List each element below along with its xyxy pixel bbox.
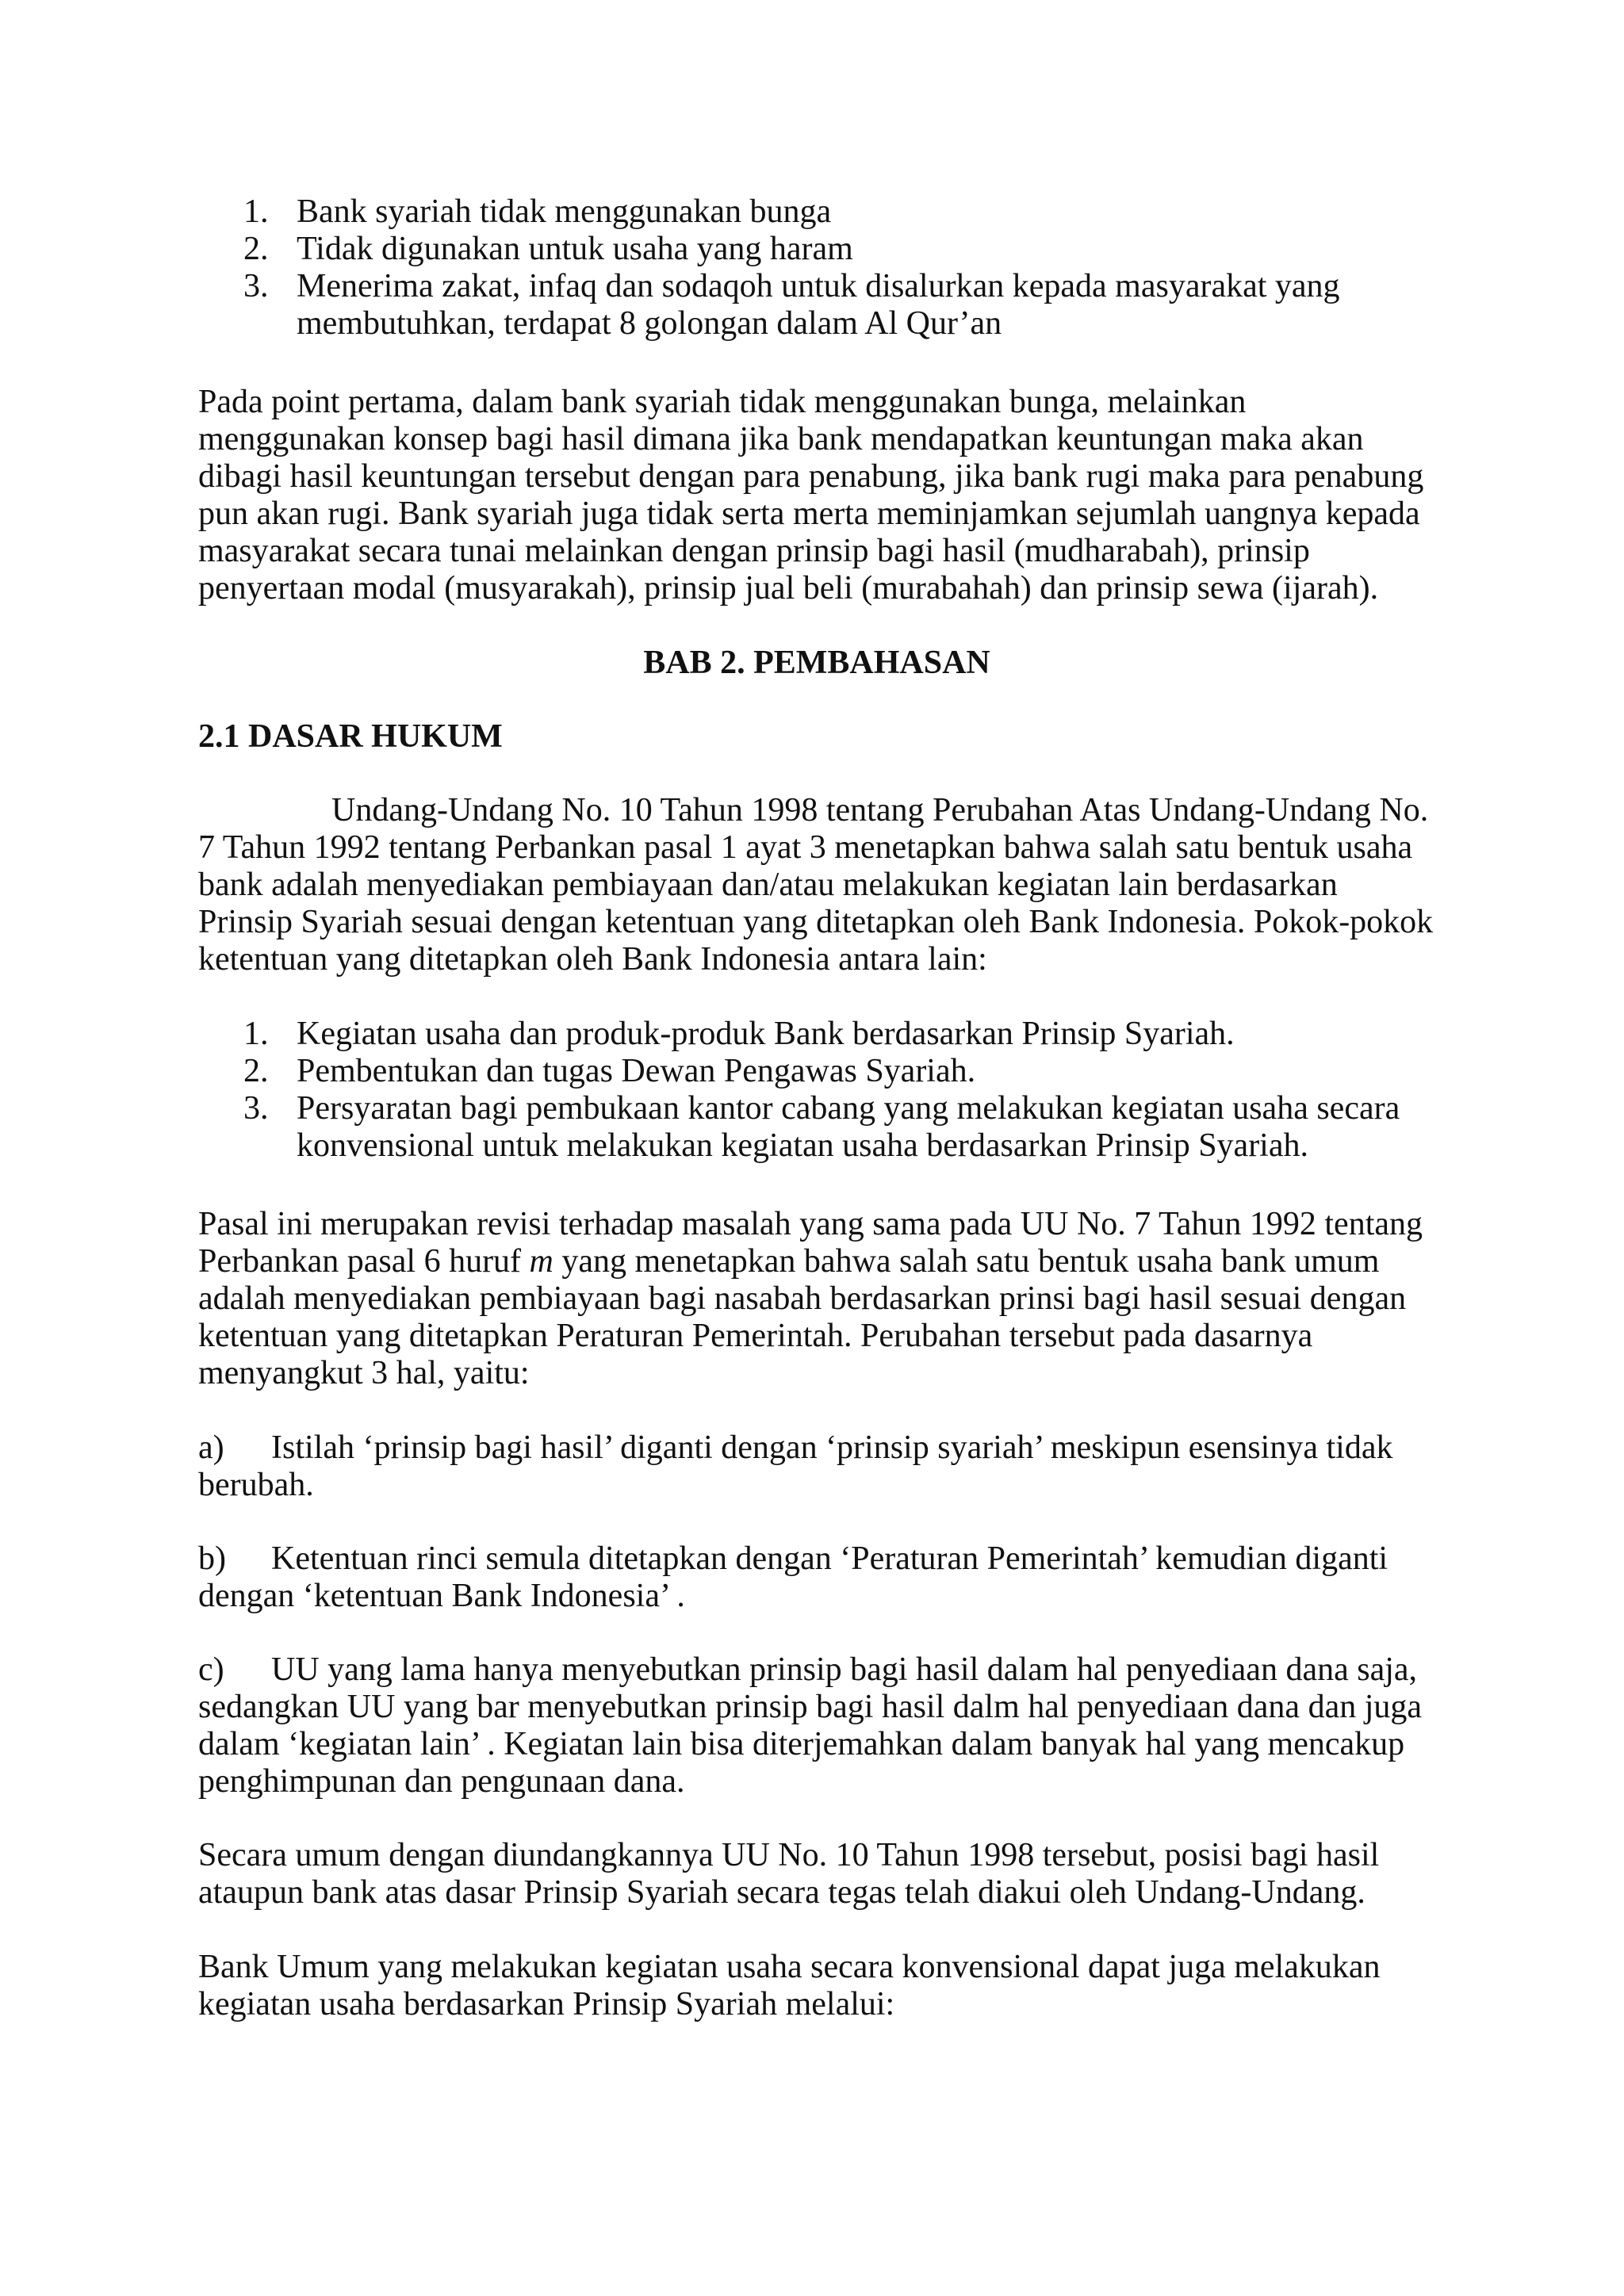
list-number: 3.: [243, 268, 269, 304]
paragraph-revisi-text: Pasal ini merupakan revisi terhadap masalah yang sama pada UU No. 7 Tahun 1992 tentang Perbankan pasal 6 huruf: [198, 1206, 1423, 1280]
paragraph-dasar-hukum: Undang-Undang No. 10 Tahun 1998 tentang Perubahan Atas Undang-Undang No. 7 Tahun 1992 tentang Perbankan pasal 1 ayat 3 menetapkan bahwa salah satu bentuk usaha bank adalah menyediakan pembiayaan dan/atau melakukan kegiatan lain berdasarkan Prinsip Syariah sesuai dengan ketentuan yang ditetapkan oleh Bank Indonesia. Pokok-pokok ketentuan yang ditetapkan oleh Bank Indonesia antara lain:: [198, 792, 1434, 978]
change-text: Istilah ‘prinsip bagi hasil’ diganti dengan ‘prinsip syariah’ meskipun esensinya tidak berubah.: [198, 1429, 1393, 1503]
list-item: [198, 231, 1435, 268]
list-item: [198, 268, 1435, 342]
list-item: [198, 1016, 1435, 1053]
list-number: 2.: [243, 231, 269, 267]
intro-list: [198, 193, 1435, 342]
section-title: 2.1 DASAR HUKUM: [198, 718, 503, 755]
paragraph-revisi-text: yang menetapkan bahwa salah satu bentuk usaha bank umum adalah menyediakan pembiayaan bagi nasabah berdasarkan prinsi bagi hasil sesuai dengan ketentuan yang ditetapkan Peraturan Pemerintah. Perubahan tersebut pada dasarnya menyangkut 3 hal, yaitu:: [198, 1243, 1407, 1391]
paragraph-bank-umum: Bank Umum yang melakukan kegiatan usaha secara konvensional dapat juga melakukan kegiatan usaha berdasarkan Prinsip Syariah melalui:: [198, 1949, 1381, 2022]
change-item-a: [198, 1429, 1435, 1504]
list-number: 1.: [243, 1016, 269, 1052]
list-number: 3.: [243, 1090, 269, 1127]
list-text: Pembentukan dan tugas Dewan Pengawas Syariah.: [297, 1053, 976, 1089]
change-item-b: [198, 1540, 1435, 1615]
list-text: Bank syariah tidak menggunakan bunga: [297, 193, 832, 230]
paragraph-bagi-hasil: Pada point pertama, dalam bank syariah tidak menggunakan bunga, melainkan menggunakan konsep bagi hasil dimana jika bank mendapatkan keuntungan maka akan dibagi hasil keuntungan tersebut dengan para penabung, jika bank rugi maka para penabung pun akan rugi. Bank syariah juga tidak serta merta meminjamkan sejumlah uangnya kepada masyarakat secara tunai melainkan dengan prinsip bagi hasil (mudharabah), prinsip penyertaan modal (musyarakah), prinsip jual beli (murabahah) dan prinsip sewa (ijarah).: [198, 384, 1424, 607]
list-text: Menerima zakat, infaq dan sodaqoh untuk disalurkan kepada masyarakat yang membutuhkan, terdapat 8 golongan dalam Al Qur’an: [297, 268, 1340, 342]
chapter-title: BAB 2. PEMBAHASAN: [643, 645, 990, 681]
document-page: [198, 193, 1435, 2061]
bank-indonesia-list: [198, 1016, 1435, 1165]
list-item: [198, 1090, 1435, 1165]
list-item: [198, 193, 1435, 231]
list-number: 1.: [243, 193, 269, 230]
paragraph-kesimpulan: Secara umum dengan diundangkannya UU No. 10 Tahun 1998 tersebut, posisi bagi hasil ataupun bank atas dasar Prinsip Syariah secara tegas telah diakui oleh Undang-Undang.: [198, 1837, 1380, 1911]
change-text: Ketentuan rinci semula ditetapkan dengan ‘Peraturan Pemerintah’ kemudian diganti dengan ‘ketentuan Bank Indonesia’ .: [198, 1540, 1388, 1614]
change-marker: b): [198, 1540, 226, 1577]
list-text: Kegiatan usaha dan produk-produk Bank berdasarkan Prinsip Syariah.: [297, 1016, 1235, 1052]
list-text: Tidak digunakan untuk usaha yang haram: [297, 231, 853, 267]
change-item-c: [198, 1651, 1435, 1800]
list-number: 2.: [243, 1053, 269, 1089]
italic-letter: m: [529, 1243, 553, 1280]
change-marker: a): [198, 1429, 224, 1466]
change-marker: c): [198, 1651, 224, 1688]
paragraph-revisi: [198, 1206, 1435, 1392]
change-text: UU yang lama hanya menyebutkan prinsip bagi hasil dalam hal penyediaan dana saja, sedangkan UU yang bar menyebutkan prinsip bagi hasil dalm hal penyediaan dana dan juga dalam ‘kegiatan lain’ . Kegiatan lain bisa diterjemahkan dalam banyak hal yang mencakup penghimpunan dan pengunaan dana.: [198, 1651, 1423, 1800]
list-text: Persyaratan bagi pembukaan kantor cabang yang melakukan kegiatan usaha secara konvensional untuk melakukan kegiatan usaha berdasarkan Prinsip Syariah.: [297, 1090, 1400, 1164]
list-item: [198, 1053, 1435, 1090]
